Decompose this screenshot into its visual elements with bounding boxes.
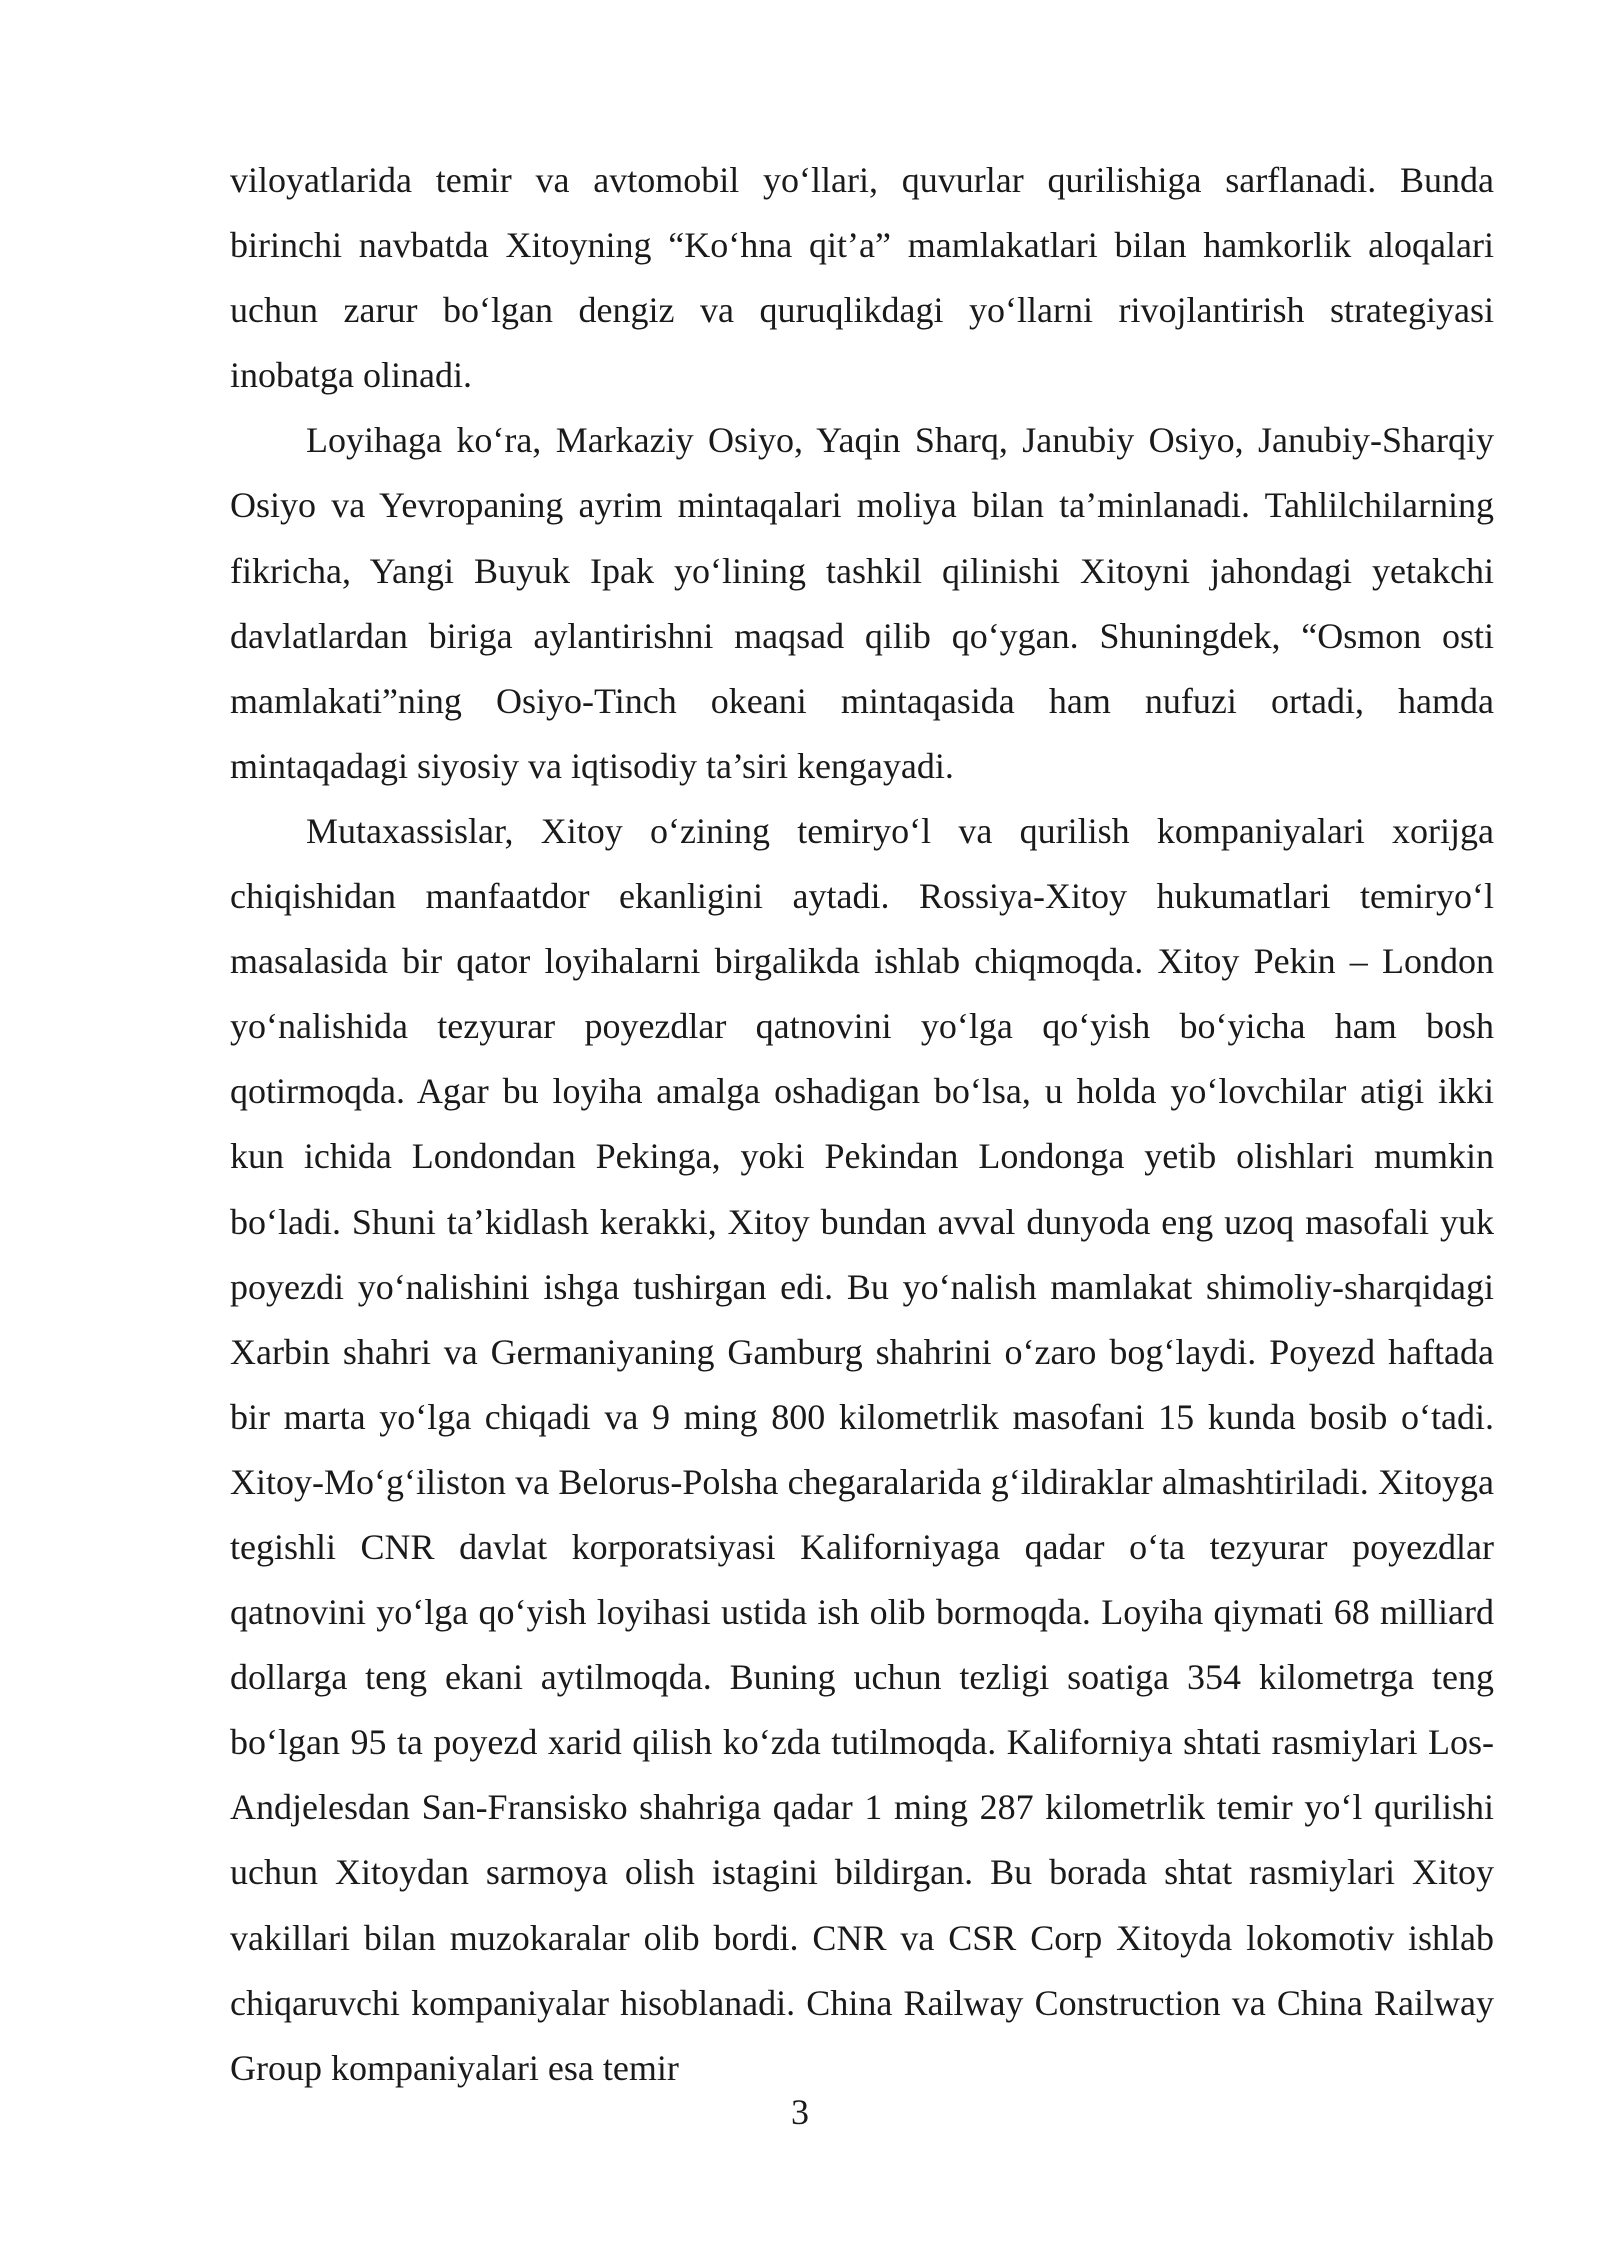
paragraph-1: viloyatlarida temir va avtomobil yo‘llari, quvurlar qurilishiga sarflanadi. Bunda birinchi navbatda Xitoyning “Ko‘hna qit’a” mamlakatlari bilan hamkorlik aloqalari uchun zarur bo‘lgan dengiz va quruqlikdagi yo‘llarni rivojlantirish strategiyasi inobatga olinadi. (230, 160, 1494, 396)
paragraph-2: Loyihaga ko‘ra, Markaziy Osiyo, Yaqin Sharq, Janubiy Osiyo, Janubiy-Sharqiy Osiyo va Yevropaning ayrim mintaqalari moliya bilan ta’minlanadi. Tahlilchilarning fikricha, Yangi Buyuk Ipak yo‘lining tashkil qilinishi Xitoyni jahondagi yetakchi davlatlardan biriga aylantirishni maqsad qilib qo‘ygan. Shuningdek, “Osmon osti mamlakati”ning Osiyo-Tinch okeani mintaqasida ham nufuzi ortadi, hamda mintaqadagi siyosiy va iqtisodiy ta’siri kengayadi. (230, 420, 1494, 786)
paragraph-3: Mutaxassislar, Xitoy o‘zining temiryo‘l va qurilish kompaniyalari xorijga chiqishidan manfaatdor ekanligini aytadi. Rossiya-Xitoy hukumatlari temiryo‘l masalasida bir qator loyihalarni birgalikda ishlab chiqmoqda. Xitoy Pekin – London yo‘nalishida tezyurar poyezdlar qatnovini yo‘lga qo‘yish bo‘yicha ham bosh qotirmoqda. Agar bu loyiha amalga oshadigan bo‘lsa, u holda yo‘lovchilar atigi ikki kun ichida Londondan Pekinga, yoki Pekindan Londonga yetib olishlari mumkin bo‘ladi. Shuni ta’kidlash kerakki, Xitoy bundan avval dunyoda eng uzoq masofali yuk poyezdi yo‘nalishini ishga tushirgan edi. Bu yo‘nalish mamlakat shimoliy-sharqidagi Xarbin shahri va Germaniyaning Gamburg shahrini o‘zaro bog‘laydi. Poyezd haftada bir marta yo‘lga chiqadi va 9 ming 800 kilometrlik masofani 15 kunda bosib o‘tadi. Xitoy-Mo‘g‘iliston va Belorus-Polsha chegaralarida g‘ildiraklar almashtiriladi. Xitoyga tegishli CNR davlat korporatsiyasi Kaliforniyaga qadar o‘ta tezyurar poyezdlar qatnovini yo‘lga qo‘yish loyihasi ustida ish olib bormoqda. Loyiha qiymati 68 milliard dollarga teng ekani aytilmoqda. Buning uchun tezligi soatiga 354 kilometrga teng bo‘lgan 95 ta poyezd xarid qilish ko‘zda tutilmoqda. Kaliforniya shtati rasmiylari Los-Andjelesdan San-Fransisko shahriga qadar 1 ming 287 kilometrlik temir yo‘l qurilishi uchun Xitoydan sarmoya olish istagini bildirgan. Bu borada shtat rasmiylari Xitoy vakillari bilan muzokaralar olib bordi. CNR va CSR Corp Xitoyda lokomotiv ishlab chiqaruvchi kompaniyalar hisoblanadi. China Railway Construction va China Railway Group kompaniyalari esa temir (230, 810, 1494, 2088)
body-text (230, 148, 1494, 2101)
page-number: 3 (791, 2092, 809, 2132)
